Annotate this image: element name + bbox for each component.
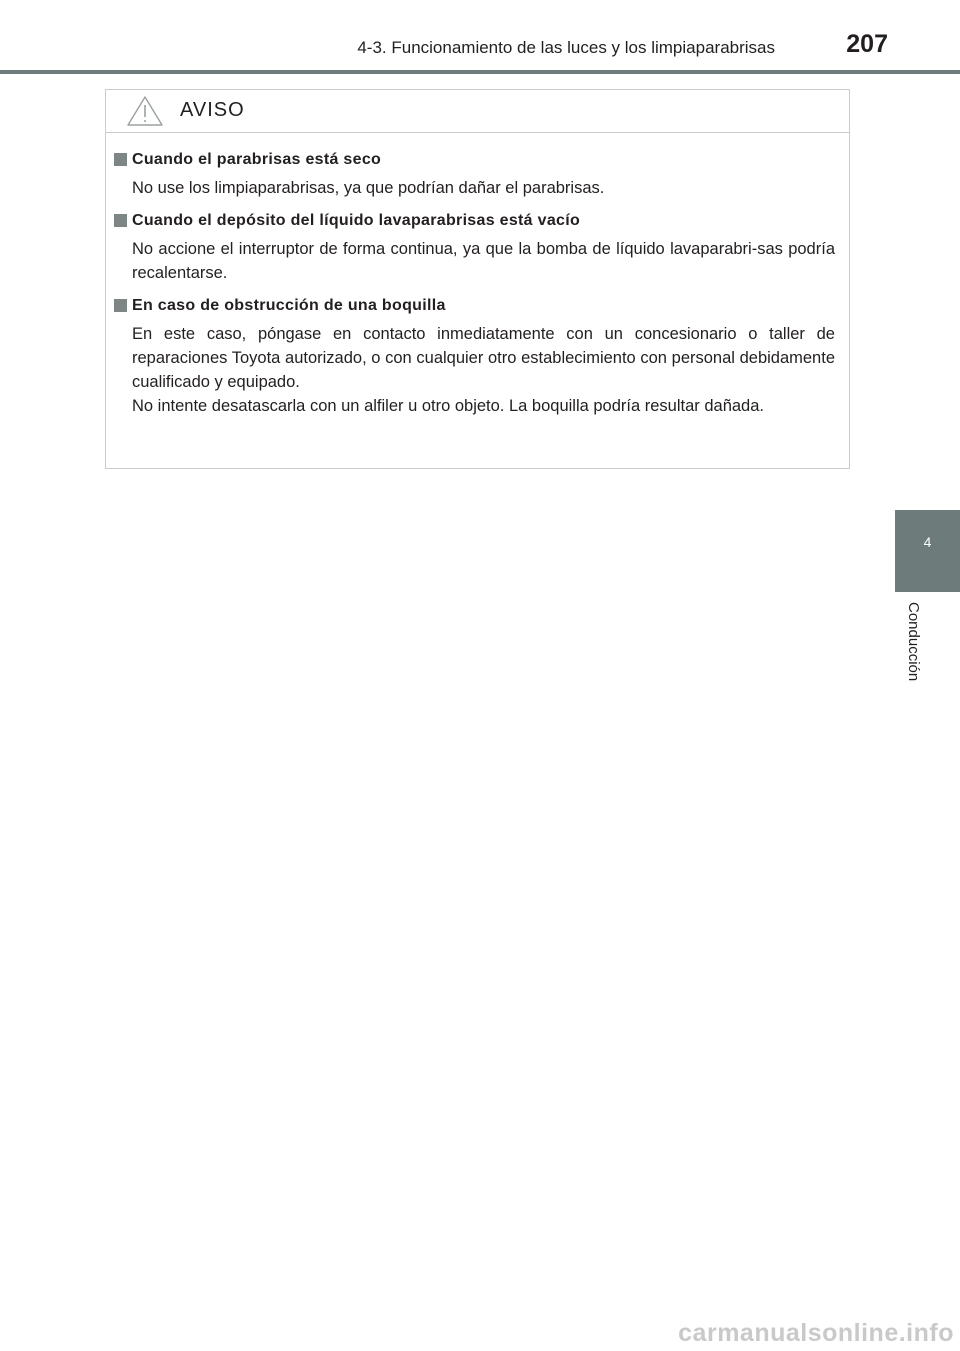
section-title: 4-3. Funcionamiento de las luces y los limpiaparabrisas: [357, 38, 775, 57]
item-heading-text: Cuando el parabrisas está seco: [132, 151, 382, 168]
item-heading: [113, 149, 835, 171]
header-rule: [0, 70, 960, 74]
item-text: [113, 322, 835, 418]
item-text: [113, 176, 835, 200]
square-bullet-icon: [114, 299, 127, 312]
square-bullet-icon: [114, 214, 127, 227]
notice-title: AVISO: [180, 99, 245, 121]
item-paragraph: No use los limpiaparabrisas, ya que podrían dañar el parabrisas.: [132, 179, 605, 197]
chapter-number: 4: [923, 534, 932, 550]
item-paragraph: No intente desatascarla con un alfiler u otro objeto. La boquilla podría resultar dañada.: [132, 397, 764, 415]
page-header: [0, 0, 960, 76]
item-heading: [113, 295, 835, 317]
watermark: carmanualsonline.info: [678, 1319, 954, 1347]
chapter-tab: [895, 510, 960, 592]
page-number: 207: [846, 30, 888, 58]
notice-item: [113, 210, 835, 285]
item-heading-text: En caso de obstrucción de una boquilla: [132, 297, 446, 314]
notice-item: [113, 295, 835, 418]
square-bullet-icon: [114, 153, 127, 166]
notice-header: [106, 90, 849, 133]
notice-item: [113, 149, 835, 200]
warning-notice: [105, 89, 850, 469]
warning-triangle-icon: [125, 94, 165, 128]
chapter-label: Conducción: [905, 602, 922, 682]
item-paragraph: En este caso, póngase en contacto inmediatamente con un concesionario o taller de reparaciones Toyota autorizado, o con cualquier otro establecimiento con personal debidamente cualificado y equipado.: [132, 325, 835, 391]
item-heading: [113, 210, 835, 232]
item-text: [113, 237, 835, 285]
item-paragraph: No accione el interruptor de forma continua, ya que la bomba de líquido lavaparabri-sas podría recalentarse.: [132, 240, 835, 282]
item-heading-text: Cuando el depósito del líquido lavaparabrisas está vacío: [132, 212, 581, 229]
notice-body: [106, 133, 849, 418]
